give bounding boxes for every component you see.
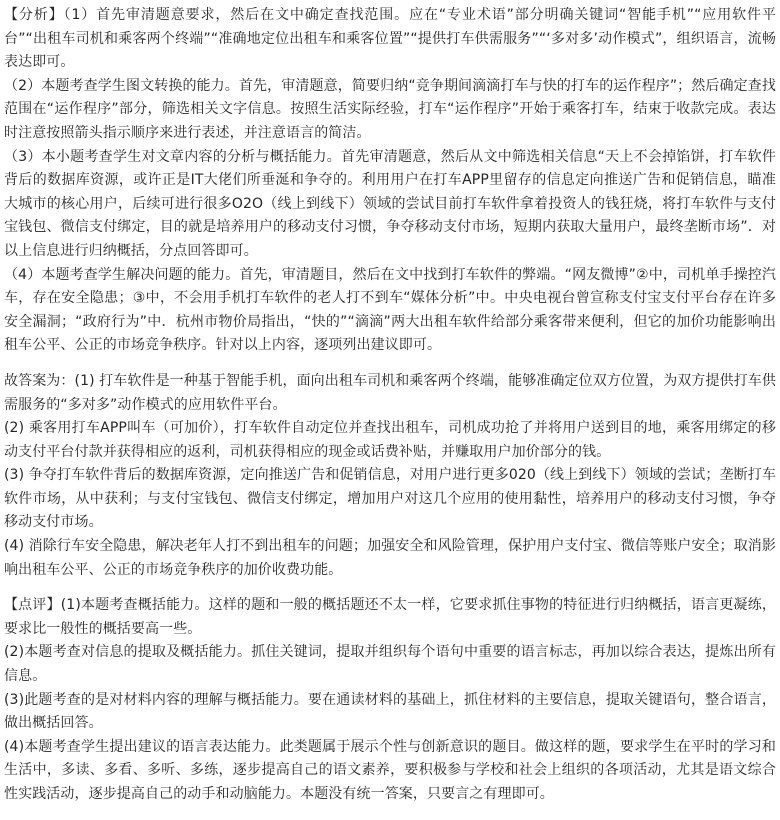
comment-paragraph-2: (2)本题考查对信息的提取及概括能力。抓住关键词，提取并组织每个语句中重要的语言标志，再加以综合表达，提炼出所有信息。 [4,644,776,685]
answer-paragraph-3: (3) 争夺打车软件背后的数据库资源，定向推送广告和促销信息，对用户进行更多020（线上到线下）领域的尝试；垄断打车软件市场，从中获利；与支付宝钱包、微信支付绑定，增加用户对这几个应用的使用黏性，培养用户的移动支付习惯，争夺移动支付市场。 [4,467,776,531]
analysis-paragraph-2: （2）本题考查学生图文转换的能力。首先，审清题意，简要归纳“竞争期间滴滴打车与快的打车的运作程序”；然后确定查找范围在“运作程序”部分，筛选相关文字信息。按照生活实际经验，打车“运作程序”开始于乘客打车，结束于收款完成。表达时注意按照箭头指示顺序来进行表述，并注意语言的简洁。 [4,77,776,141]
answer-paragraph-4: (4) 消除行车安全隐患，解决老年人打不到出租车的问题；加强安全和风险管理，保护用户支付宝、微信等账户安全；取消影响出租车公平、公正的市场竞争秩序的加价收费功能。 [4,538,776,578]
analysis-paragraph-3: （3）本小题考查学生对文章内容的分析与概括能力。首先审清题意，然后从文中筛选相关信息“天上不会掉馅饼，打车软件背后的数据库资源，或许正是IT大佬们所垂涎和争夺的。利用用户在打车APP里留存的信息定向推送广告和促销信息，瞄准大城市的核心用户，后续可进行很多O2O（线上到线下）领域的尝试目前打车软件拿着投资人的钱狂烧，将打车软件与支付宝钱包、微信支付绑定，目的就是培养用户的移动支付习惯，争夺移动支付市场，短期内获取大量用户，最终垄断市场”．对以上信息进行归纳概括，分点回答即可。 [4,148,776,259]
answer-paragraph-1: 故答案为：(1) 打车软件是一种基于智能手机，面向出租车司机和乘客两个终端，能够准确定位双方位置，为双方提供打车供需服务的“多对多”动作模式的应用软件平台。 [4,372,776,413]
answer-section [4,370,776,582]
answer-paragraph-2: (2) 乘客用打车APP叫车（可加价），打车软件自动定位并查找出租车，司机成功抢了并将用户送到目的地，乘客用绑定的移动支付平台付款并获得相应的返利，司机获得相应的现金或话费补贴，并赚取用户加价部分的钱。 [4,420,776,460]
analysis-section [4,4,776,358]
analysis-paragraph-4: （4）本题考查学生解决问题的能力。首先，审清题目，然后在文中找到打车软件的弊端。“网友微博”②中，司机单手操控汽车，存在安全隐患；③中，不会用手机打车软件的老人打不到车“媒体分析”中。中央电视台曾宣称支付宝支付平台存在许多安全漏洞；“政府行为”中．杭州市物价局指出，“快的”“滴滴”两大出租车软件给部分乘客带来便利，但它的加价功能影响出租车公平、公正的市场竞争秩序。针对以上内容，逐项列出建议即可。 [4,266,776,354]
analysis-paragraph-1: 【分析】（1）首先审清题意要求，然后在文中确定查找范围。应在“专业术语”部分明确关键词“智能手机”“应用软件平台”“出租车司机和乘客两个终端”“准确地定位出租车和乘客位置”“提供打车供需服务”“‘多对多’动作模式”，组织语言，流畅表达即可。 [4,7,776,71]
comment-paragraph-1: 【点评】(1)本题考查概括能力。这样的题和一般的概括题还不太一样，它要求抓住事物的特征进行归纳概括，语言更凝练，要求比一般性的概括要高一些。 [4,597,776,637]
comment-paragraph-4: (4)本题考查学生提出建议的语言表达能力。此类题属于展示个性与创新意识的题目。做这样的题，要求学生在平时的学习和生活中，多读、多看、多听、多练，逐步提高自己的语文素养，要积极参与学校和社会上组织的各项活动，尤其是语文综合性实践活动，逐步提高自己的动手和动脑能力。本题没有统一答案，只要言之有理即可。 [4,738,776,802]
comment-paragraph-3: (3)此题考查的是对材料内容的理解与概括能力。要在通读材料的基础上，抓住材料的主要信息，提取关键语句，整合语言，做出概括回答。 [4,691,776,732]
comment-section [4,594,776,806]
